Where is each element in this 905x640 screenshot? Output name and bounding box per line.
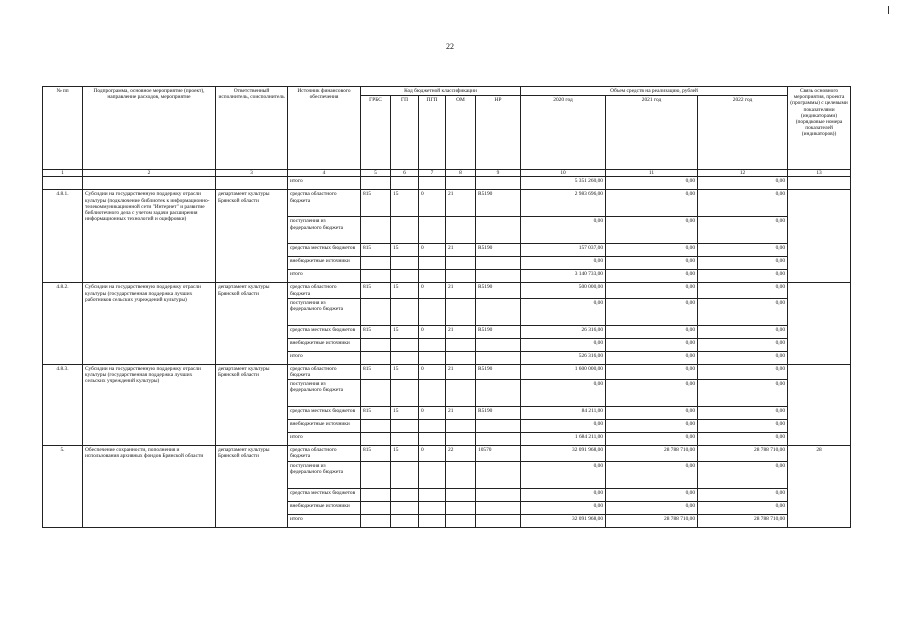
program-title: Обеспечение сохранности, пополнения и использования архивных фондов Брянской области <box>83 446 216 527</box>
code-grbs <box>361 298 391 325</box>
code-pgp: 0 <box>419 364 446 379</box>
source-cell: внебюджетные источники <box>288 420 361 433</box>
budget-table <box>42 86 851 528</box>
code-grbs <box>361 461 391 488</box>
code-om <box>446 351 476 364</box>
header-link: Связь основного мероприятия, проекта (программы) с целевыми показателями (индикаторами) (порядковые номера показателей (индикаторов)) <box>788 87 851 170</box>
table-body <box>43 177 851 527</box>
code-ir <box>476 488 521 501</box>
amount-2022: 0,00 <box>698 270 788 283</box>
amount-2021: 0,00 <box>606 177 698 190</box>
amount-2020: 0,00 <box>521 217 606 244</box>
col-number: 2 <box>83 170 216 177</box>
amount-2020: 500 000,00 <box>521 283 606 298</box>
code-gp <box>391 488 419 501</box>
source-cell: поступления из федерального бюджета <box>288 461 361 488</box>
header-2022: 2022 год <box>698 96 788 170</box>
col-number: 6 <box>391 170 419 177</box>
code-gp <box>391 270 419 283</box>
amount-2022: 0,00 <box>698 283 788 298</box>
empty-cell <box>43 177 83 190</box>
code-om <box>446 298 476 325</box>
amount-2020: 0,00 <box>521 488 606 501</box>
code-gp <box>391 501 419 514</box>
code-grbs: 815 <box>361 190 391 217</box>
code-ir: R5190 <box>476 364 521 379</box>
code-gp <box>391 380 419 407</box>
code-grbs <box>361 270 391 283</box>
amount-2020: 526 316,00 <box>521 351 606 364</box>
code-om: 21 <box>446 190 476 217</box>
amount-2022: 0,00 <box>698 244 788 257</box>
code-gp <box>391 420 419 433</box>
responsible-executor: департамент культуры Брянской области <box>216 283 288 364</box>
code-grbs <box>361 514 391 527</box>
code-grbs <box>361 338 391 351</box>
amount-2022: 0,00 <box>698 420 788 433</box>
amount-2020: 5 351 260,00 <box>521 177 606 190</box>
amount-2020: 0,00 <box>521 257 606 270</box>
header-responsible: Ответственный исполнитель, соисполнитель <box>216 87 288 170</box>
code-pgp <box>419 298 446 325</box>
code-gp: 15 <box>391 446 419 461</box>
code-om: 21 <box>446 407 476 420</box>
code-ir: R5190 <box>476 244 521 257</box>
table-row <box>43 190 851 217</box>
scan-mark <box>888 6 889 14</box>
source-cell: итого <box>288 433 361 446</box>
amount-2020: 0,00 <box>521 420 606 433</box>
source-cell: средства областного бюджета <box>288 364 361 379</box>
top-total-row <box>43 177 851 190</box>
source-cell: итого <box>288 177 361 190</box>
amount-2020: 0,00 <box>521 501 606 514</box>
amount-2022: 0,00 <box>698 190 788 217</box>
code-om <box>446 461 476 488</box>
program-title: Субсидии на государственную поддержку отрасли культуры (подключение библиотек к информационно-телекоммуникационной сети "Интернет" и развитие библиотечного дела с учетом задачи расширения информационных технологий и оцифровки) <box>83 190 216 283</box>
code-gp: 15 <box>391 407 419 420</box>
amount-2021: 0,00 <box>606 217 698 244</box>
amount-2022: 0,00 <box>698 364 788 379</box>
header-gp: ГП <box>391 96 419 170</box>
amount-2022: 0,00 <box>698 433 788 446</box>
code-pgp <box>419 380 446 407</box>
header-ir: НР <box>476 96 521 170</box>
amount-2021: 28 788 710,00 <box>606 446 698 461</box>
amount-2021: 0,00 <box>606 257 698 270</box>
header-om: ОМ <box>446 96 476 170</box>
amount-2021: 0,00 <box>606 433 698 446</box>
code-gp <box>391 217 419 244</box>
amount-2022: 0,00 <box>698 338 788 351</box>
amount-2020: 2 983 696,00 <box>521 190 606 217</box>
code-gp <box>391 257 419 270</box>
amount-2020: 0,00 <box>521 338 606 351</box>
col-number: 7 <box>419 170 446 177</box>
code-pgp: 0 <box>419 325 446 338</box>
code-grbs <box>361 488 391 501</box>
code-gp <box>391 351 419 364</box>
code-om <box>446 217 476 244</box>
code-grbs <box>361 351 391 364</box>
code-ir: R5190 <box>476 325 521 338</box>
code-grbs: 815 <box>361 446 391 461</box>
program-title: Субсидии на государственную поддержку отрасли культуры (государственная поддержка лучших работников сельских учреждений культуры) <box>83 283 216 364</box>
code-om <box>446 514 476 527</box>
code-gp <box>391 338 419 351</box>
code-grbs: 815 <box>361 244 391 257</box>
header-2021: 2021 год <box>606 96 698 170</box>
amount-2020: 32 091 968,00 <box>521 514 606 527</box>
col-number: 11 <box>606 170 698 177</box>
code-pgp <box>419 461 446 488</box>
indicator-link <box>788 364 851 445</box>
amount-2022: 0,00 <box>698 407 788 420</box>
amount-2020: 84 211,00 <box>521 407 606 420</box>
code-gp: 15 <box>391 244 419 257</box>
source-cell: средства местных бюджетов <box>288 488 361 501</box>
code-gp <box>391 461 419 488</box>
amount-2020: 0,00 <box>521 298 606 325</box>
source-cell: внебюджетные источники <box>288 501 361 514</box>
header-source: Источник финансового обеспечения <box>288 87 361 170</box>
amount-2022: 0,00 <box>698 325 788 338</box>
header-grbs: ГРБС <box>361 96 391 170</box>
code-grbs: 815 <box>361 407 391 420</box>
code-ir: R5190 <box>476 283 521 298</box>
code-pgp: 0 <box>419 190 446 217</box>
code-pgp: 0 <box>419 446 446 461</box>
responsible-executor: департамент культуры Брянской области <box>216 364 288 445</box>
column-number-row <box>43 170 851 177</box>
col-number: 1 <box>43 170 83 177</box>
code-ir: 10570 <box>476 446 521 461</box>
code-ir <box>476 351 521 364</box>
empty-cell <box>216 177 288 190</box>
source-cell: итого <box>288 270 361 283</box>
amount-2022: 0,00 <box>698 177 788 190</box>
code-ir <box>476 257 521 270</box>
row-number: 4.8.2. <box>43 283 83 364</box>
table-row <box>43 364 851 379</box>
code-pgp <box>419 338 446 351</box>
source-cell: поступления из федерального бюджета <box>288 298 361 325</box>
code-grbs <box>361 420 391 433</box>
source-cell: поступления из федерального бюджета <box>288 380 361 407</box>
amount-2022: 0,00 <box>698 217 788 244</box>
amount-2022: 0,00 <box>698 351 788 364</box>
code-pgp <box>419 433 446 446</box>
code-om: 21 <box>446 283 476 298</box>
amount-2022: 0,00 <box>698 298 788 325</box>
row-number: 5. <box>43 446 83 527</box>
amount-2020: 3 140 733,00 <box>521 270 606 283</box>
amount-2021: 0,00 <box>606 338 698 351</box>
code-ir <box>476 420 521 433</box>
code-grbs: 815 <box>361 283 391 298</box>
indicator-link <box>788 283 851 364</box>
empty-cell <box>391 177 419 190</box>
header-program: Подпрограмма, основное мероприятие (проект), направление расходов, мероприятие <box>83 87 216 170</box>
amount-2021: 0,00 <box>606 244 698 257</box>
code-grbs <box>361 433 391 446</box>
header-2020: 2020 год <box>521 96 606 170</box>
source-cell: средства местных бюджетов <box>288 407 361 420</box>
source-cell: средства местных бюджетов <box>288 244 361 257</box>
code-pgp <box>419 501 446 514</box>
amount-2022: 28 788 710,00 <box>698 514 788 527</box>
col-number: 3 <box>216 170 288 177</box>
program-title: Субсидии на государственную поддержку отрасли культуры (государственная поддержка лучших сельских учреждений культуры) <box>83 364 216 445</box>
code-pgp: 0 <box>419 407 446 420</box>
code-gp <box>391 298 419 325</box>
header-row-1 <box>43 87 851 96</box>
code-pgp <box>419 217 446 244</box>
col-number: 4 <box>288 170 361 177</box>
code-ir <box>476 298 521 325</box>
col-number: 12 <box>698 170 788 177</box>
source-cell: средства местных бюджетов <box>288 325 361 338</box>
amount-2022: 0,00 <box>698 501 788 514</box>
code-om <box>446 338 476 351</box>
empty-cell <box>361 177 391 190</box>
code-grbs <box>361 501 391 514</box>
code-om <box>446 257 476 270</box>
responsible-executor: департамент культуры Брянской области <box>216 190 288 283</box>
code-om: 21 <box>446 325 476 338</box>
source-cell: внебюджетные источники <box>288 338 361 351</box>
code-ir <box>476 338 521 351</box>
code-pgp: 0 <box>419 244 446 257</box>
amount-2021: 0,00 <box>606 325 698 338</box>
code-pgp <box>419 488 446 501</box>
row-number: 4.8.3. <box>43 364 83 445</box>
source-cell: итого <box>288 514 361 527</box>
amount-2021: 0,00 <box>606 270 698 283</box>
code-ir <box>476 461 521 488</box>
amount-2020: 157 037,00 <box>521 244 606 257</box>
code-ir <box>476 380 521 407</box>
empty-cell <box>446 177 476 190</box>
amount-2021: 0,00 <box>606 351 698 364</box>
col-number: 13 <box>788 170 851 177</box>
amount-2021: 0,00 <box>606 364 698 379</box>
empty-cell <box>788 177 851 190</box>
code-gp: 15 <box>391 283 419 298</box>
source-cell: поступления из федерального бюджета <box>288 217 361 244</box>
code-om <box>446 433 476 446</box>
amount-2020: 26 316,00 <box>521 325 606 338</box>
amount-2021: 0,00 <box>606 380 698 407</box>
code-pgp <box>419 514 446 527</box>
amount-2021: 0,00 <box>606 501 698 514</box>
code-pgp <box>419 420 446 433</box>
code-om: 22 <box>446 446 476 461</box>
page-number: 22 <box>446 42 454 51</box>
header-budget-code: Код бюджетной классификации <box>361 87 521 96</box>
amount-2022: 0,00 <box>698 488 788 501</box>
code-grbs: 815 <box>361 364 391 379</box>
code-gp: 15 <box>391 325 419 338</box>
amount-2020: 1 684 211,00 <box>521 433 606 446</box>
header-volume: Объем средств на реализацию, рублей <box>521 87 788 96</box>
empty-cell <box>419 177 446 190</box>
code-pgp <box>419 257 446 270</box>
code-om <box>446 270 476 283</box>
amount-2022: 28 788 710,00 <box>698 446 788 461</box>
amount-2021: 0,00 <box>606 190 698 217</box>
amount-2021: 0,00 <box>606 283 698 298</box>
amount-2022: 0,00 <box>698 380 788 407</box>
col-number: 5 <box>361 170 391 177</box>
col-number: 8 <box>446 170 476 177</box>
code-ir <box>476 217 521 244</box>
code-gp <box>391 514 419 527</box>
amount-2020: 0,00 <box>521 380 606 407</box>
code-grbs <box>361 257 391 270</box>
amount-2021: 0,00 <box>606 298 698 325</box>
source-cell: средства областного бюджета <box>288 446 361 461</box>
code-om <box>446 420 476 433</box>
code-grbs: 815 <box>361 325 391 338</box>
indicator-link <box>788 190 851 283</box>
code-grbs <box>361 217 391 244</box>
table-row <box>43 283 851 298</box>
row-number: 4.8.1. <box>43 190 83 283</box>
code-om <box>446 488 476 501</box>
code-gp <box>391 433 419 446</box>
code-pgp <box>419 351 446 364</box>
code-om <box>446 380 476 407</box>
code-gp: 15 <box>391 190 419 217</box>
amount-2021: 0,00 <box>606 461 698 488</box>
source-cell: итого <box>288 351 361 364</box>
empty-cell <box>83 177 216 190</box>
amount-2021: 0,00 <box>606 420 698 433</box>
table-row <box>43 446 851 461</box>
code-grbs <box>361 380 391 407</box>
code-ir: R5190 <box>476 190 521 217</box>
empty-cell <box>476 177 521 190</box>
amount-2020: 32 091 968,00 <box>521 446 606 461</box>
code-ir: R5190 <box>476 407 521 420</box>
responsible-executor: департамент культуры Брянской области <box>216 446 288 527</box>
code-om <box>446 501 476 514</box>
code-om: 21 <box>446 364 476 379</box>
code-ir <box>476 501 521 514</box>
col-number: 9 <box>476 170 521 177</box>
source-cell: средства областного бюджета <box>288 283 361 298</box>
header-pgp: ПГП <box>419 96 446 170</box>
amount-2021: 0,00 <box>606 407 698 420</box>
amount-2020: 1 600 000,00 <box>521 364 606 379</box>
amount-2022: 0,00 <box>698 257 788 270</box>
code-gp: 15 <box>391 364 419 379</box>
code-pgp <box>419 270 446 283</box>
source-cell: средства областного бюджета <box>288 190 361 217</box>
indicator-link: 28 <box>788 446 851 527</box>
code-om: 21 <box>446 244 476 257</box>
code-ir <box>476 514 521 527</box>
amount-2022: 0,00 <box>698 461 788 488</box>
amount-2021: 28 788 710,00 <box>606 514 698 527</box>
code-ir <box>476 270 521 283</box>
source-cell: внебюджетные источники <box>288 257 361 270</box>
header-num: № пп <box>43 87 83 170</box>
amount-2020: 0,00 <box>521 461 606 488</box>
code-pgp: 0 <box>419 283 446 298</box>
col-number: 10 <box>521 170 606 177</box>
amount-2021: 0,00 <box>606 488 698 501</box>
code-ir <box>476 433 521 446</box>
